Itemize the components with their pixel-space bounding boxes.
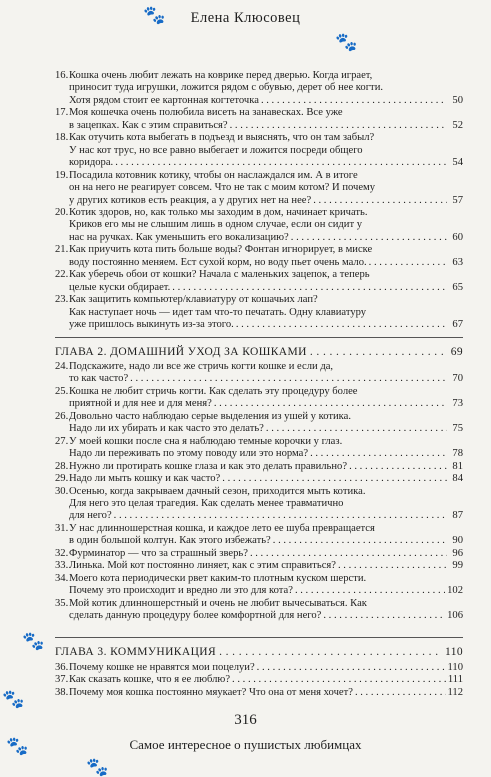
entry-last-line — [69, 398, 463, 410]
entry-number: 17. — [55, 107, 69, 119]
entry-line: Как защитить компьютер/клавиатуру от кошачьих лап? — [69, 294, 318, 306]
leader-dots — [295, 585, 445, 597]
entry-line: для него? — [69, 510, 112, 522]
entry-page: 96 — [452, 547, 463, 559]
entry-page: 111 — [447, 674, 463, 686]
leader-dots — [257, 662, 446, 674]
paw-print-icon: 🐾 — [335, 32, 358, 52]
entry-number: 28. — [55, 460, 69, 472]
entry-number: 36. — [55, 661, 69, 673]
entry-last-line — [69, 560, 463, 572]
page-header-author: Елена Клюсовец — [190, 10, 301, 26]
toc-entry — [55, 674, 463, 686]
entry-line: Криков его мы не слышим лишь в одном случае, если он сидит у — [69, 219, 363, 231]
toc-entry — [55, 244, 463, 269]
entry-line: У моей кошки после сна я наблюдаю темные корочки у глаз. — [69, 435, 343, 447]
entry-number: 35. — [55, 597, 69, 609]
toc-entry — [55, 573, 463, 598]
leader-dots — [310, 448, 447, 460]
entry-page: 87 — [452, 510, 463, 522]
entry-page: 63 — [452, 256, 463, 268]
leader-dots — [232, 674, 446, 686]
entry-page: 99 — [452, 560, 463, 572]
entry-page: 84 — [452, 473, 463, 485]
paw-print-icon: 🐾 — [86, 757, 109, 777]
entry-page: 78 — [452, 448, 463, 460]
paw-print-icon: 🐾 — [22, 631, 45, 651]
entry-last-line — [69, 448, 463, 460]
entry-line: Моего кота периодически рвет каким-то плотным куском шерсти. — [69, 572, 367, 584]
toc-entry — [55, 269, 463, 294]
entry-line: Осенью, когда закрываем дачный сезон, приходится мыть котика. — [69, 485, 366, 497]
entry-number: 34. — [55, 572, 69, 584]
entry-number: 16. — [55, 70, 69, 81]
leader-dots — [355, 687, 446, 699]
entry-number: 19. — [55, 169, 69, 181]
entry-line: в один большой колтун. Как этого избежать? — [69, 535, 271, 547]
entry-page: 70 — [452, 373, 463, 385]
entry-page: 57 — [452, 194, 463, 206]
entry-page: 65 — [452, 281, 463, 293]
entry-line: Мой котик длинношерстный и очень не любит вычесываться. Как — [69, 597, 367, 609]
entry-page: 112 — [447, 686, 463, 698]
leader-dots — [349, 461, 447, 473]
entry-line: Нужно ли протирать кошке глаза и как это делать правильно? — [69, 460, 348, 472]
entry-page: 54 — [452, 157, 463, 169]
entry-page: 110 — [447, 661, 463, 673]
entry-number: 30. — [55, 485, 69, 497]
toc-entry — [55, 548, 463, 560]
paw-print-icon: 🐾 — [143, 5, 166, 25]
entry-line: в зацепках. Как с этим справиться? — [69, 119, 228, 131]
leader-dots — [338, 560, 447, 572]
entry-page: 52 — [452, 119, 463, 131]
entry-line: у других котиков есть реакция, а у других нет на нее? — [69, 194, 312, 206]
leader-dots — [250, 548, 447, 560]
entry-line: нас на ручках. Как уменьшить его вокализацию? — [69, 231, 289, 243]
entry-last-line — [69, 662, 463, 674]
leader-dots — [114, 510, 447, 522]
toc-entry — [55, 598, 463, 623]
leader-dots — [266, 423, 447, 435]
entry-line: то как часто? — [69, 373, 129, 385]
entry-line: приносит туда игрушки, ложится рядом с обувью, дерет об нее когти. — [69, 82, 384, 94]
entry-line: приятной и для нее и для меня? — [69, 398, 212, 410]
entry-number: 23. — [55, 294, 69, 306]
entry-line: Почему моя кошка постоянно мяукает? Что она от меня хочет? — [69, 686, 353, 698]
entry-number: 26. — [55, 410, 69, 422]
entry-page: 60 — [452, 231, 463, 243]
leader-dots — [310, 346, 448, 358]
entry-number: 31. — [55, 522, 69, 534]
leader-dots — [236, 319, 447, 331]
entry-last-line — [69, 535, 463, 547]
leader-dots — [291, 232, 447, 244]
entry-last-line — [69, 610, 463, 622]
entry-number: 37. — [55, 674, 69, 686]
entry-line: У нас кот трус, но все равно выбегает и ложится посреди общего — [69, 144, 363, 156]
toc-entry — [55, 662, 463, 674]
entry-line: Как приучить кота пить больше воды? Фонтан игнорирует, в миске — [69, 244, 373, 256]
entry-line: Почему кошке не нравятся мои поцелуи? — [69, 661, 255, 673]
entry-line: Моя кошечка очень полюбила висеть на занавесках. Все уже — [69, 107, 343, 119]
leader-dots — [219, 646, 442, 658]
toc-entry — [55, 70, 463, 107]
toc-entry — [55, 523, 463, 548]
entry-line: уже пришлось выкинуть из-за этого. — [69, 319, 234, 331]
leader-dots — [222, 473, 447, 485]
table-of-contents — [55, 70, 463, 699]
entry-line: Фурминатор — что за страшный зверь? — [69, 547, 248, 559]
toc-entry — [55, 436, 463, 461]
entry-last-line — [69, 95, 463, 107]
entry-line: Надо ли их убирать и как часто это делать? — [69, 423, 264, 435]
entry-line: Как отучить кота выбегать в подъезд и выяснять, что он там забыл? — [69, 132, 375, 144]
leader-dots — [230, 120, 447, 132]
entry-line: У нас длинношерстная кошка, и каждое лето ее шуба превращается — [69, 522, 375, 534]
entry-last-line — [69, 319, 463, 331]
toc-entry — [55, 207, 463, 244]
chapter-page: 110 — [444, 646, 463, 659]
toc-entry — [55, 473, 463, 485]
entry-line: Для него это целая трагедия. Как сделать менее травматично — [69, 497, 344, 509]
entry-line: Подскажите, надо ли все же стричь когти кошке и если да, — [69, 360, 334, 372]
entry-page: 75 — [452, 423, 463, 435]
chapter-title: ГЛАВА 3. КОММУНИКАЦИЯ — [55, 646, 217, 659]
leader-dots — [172, 282, 447, 294]
chapter-title: ГЛАВА 2. ДОМАШНИЙ УХОД ЗА КОШКАМИ — [55, 345, 307, 358]
leader-dots — [115, 157, 447, 169]
entry-last-line — [69, 423, 463, 435]
toc-entry — [55, 486, 463, 523]
section-gap — [55, 622, 463, 632]
entry-line: Как уберечь обои от кошки? Начала с маленьких зацепок, а теперь — [69, 269, 370, 281]
entry-last-line — [69, 510, 463, 522]
toc-entry — [55, 687, 463, 699]
entry-line: Посадила котовник котику, чтобы он наслаждался им. А в итоге — [69, 169, 358, 181]
toc-entry — [55, 461, 463, 473]
entry-last-line — [69, 195, 463, 207]
entry-last-line — [69, 674, 463, 686]
toc-entry — [55, 361, 463, 386]
entry-page: 102 — [447, 585, 463, 597]
entry-number: 24. — [55, 360, 69, 372]
entry-page: 81 — [452, 460, 463, 472]
entry-number: 38. — [55, 686, 69, 698]
entry-last-line — [69, 232, 463, 244]
entry-number: 18. — [55, 132, 69, 144]
entry-last-line — [69, 373, 463, 385]
chapter-heading — [55, 337, 463, 358]
leader-dots — [369, 257, 447, 269]
entry-line: Довольно часто наблюдаю серые выделения из ушей у котика. — [69, 410, 352, 422]
leader-dots — [273, 535, 447, 547]
entry-line: Линька. Мой кот постоянно линяет, как с этим справиться? — [69, 560, 336, 572]
entry-last-line — [69, 282, 463, 294]
toc-entry — [55, 294, 463, 331]
entry-last-line — [69, 585, 463, 597]
entry-line: Как наступает ночь — идет там что-то печатать. Одну клавиатуру — [69, 306, 367, 318]
entry-line: Надо ли переживать по этому поводу или это норма? — [69, 448, 309, 460]
paw-print-icon: 🐾 — [2, 689, 25, 709]
paw-print-icon: 🐾 — [6, 736, 29, 756]
entry-line: Кошка не любит стричь когти. Как сделать эту процедуру более — [69, 385, 358, 397]
book-title: Самое интересное о пушистых любимцах — [129, 737, 362, 752]
toc-entry — [55, 560, 463, 572]
toc-entry — [55, 170, 463, 207]
leader-dots — [323, 610, 445, 622]
entry-page: 106 — [447, 610, 463, 622]
leader-dots — [214, 398, 447, 410]
entry-line: сделать данную процедуру более комфортной для него? — [69, 610, 322, 622]
leader-dots — [261, 95, 447, 107]
entry-number: 20. — [55, 206, 69, 218]
toc-entry — [55, 386, 463, 411]
page-number: 316 — [234, 712, 257, 728]
entry-line: Почему это происходит и вредно ли это для кота? — [69, 585, 293, 597]
chapter-heading — [55, 637, 463, 658]
entry-number: 21. — [55, 244, 69, 256]
entry-line: Как сказать кошке, что я ее люблю? — [69, 674, 231, 686]
entry-last-line — [69, 687, 463, 699]
entry-number: 33. — [55, 560, 69, 572]
entry-page: 50 — [452, 94, 463, 106]
entry-last-line — [69, 257, 463, 269]
entry-number: 27. — [55, 435, 69, 447]
entry-last-line — [69, 473, 463, 485]
entry-line: воду постоянно меняем. Ест сухой корм, но воду пьет очень мало. — [69, 256, 367, 268]
entry-number: 22. — [55, 269, 69, 281]
entry-number: 29. — [55, 473, 69, 485]
entry-line: Хотя рядом стоит ее картонная когтеточка — [69, 94, 259, 106]
chapter-page: 69 — [450, 345, 463, 358]
entry-number: 25. — [55, 385, 69, 397]
entry-number: 32. — [55, 547, 69, 559]
toc-entry — [55, 132, 463, 169]
entry-page: 67 — [452, 319, 463, 331]
entry-line: Котик здоров, но, как только мы заходим в дом, начинает кричать. — [69, 206, 368, 218]
entry-line: Кошка очень любит лежать на коврике перед дверью. Когда играет, — [69, 70, 373, 81]
leader-dots — [130, 373, 447, 385]
toc-entry — [55, 411, 463, 436]
leader-dots — [313, 195, 447, 207]
entry-last-line — [69, 157, 463, 169]
entry-line: Надо ли мыть кошку и как часто? — [69, 473, 221, 485]
entry-line: он на него не реагирует совсем. Что не так с моим котом? И почему — [69, 182, 376, 194]
entry-last-line — [69, 461, 463, 473]
entry-last-line — [69, 120, 463, 132]
entry-last-line — [69, 548, 463, 560]
entry-line: коридора. — [69, 157, 114, 169]
toc-entry — [55, 107, 463, 132]
entry-page: 90 — [452, 535, 463, 547]
entry-page: 73 — [452, 398, 463, 410]
entry-line: целые куски обдирает. — [69, 281, 171, 293]
